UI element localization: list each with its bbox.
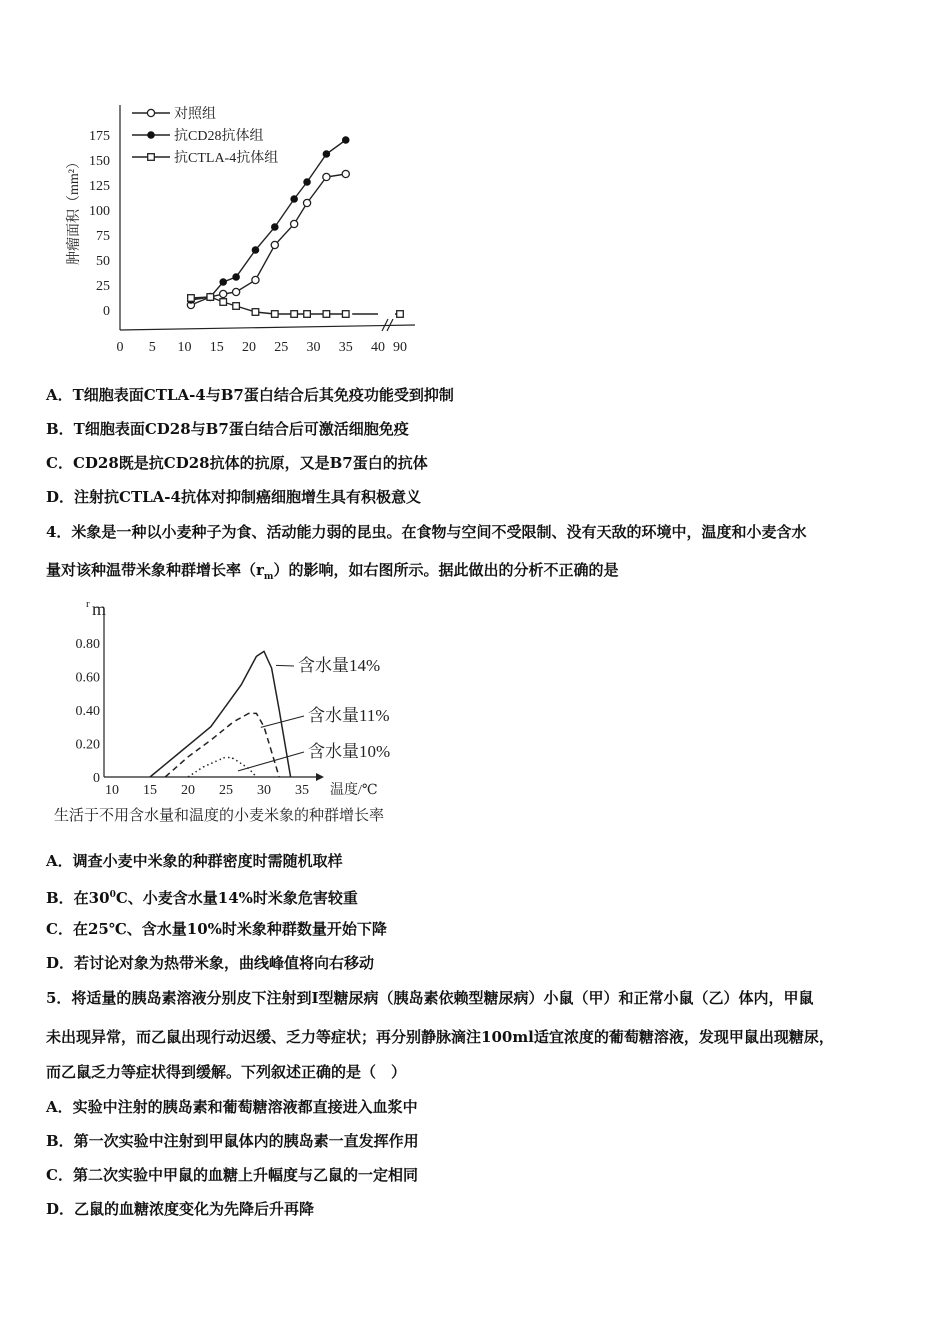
tumor-area-chart bbox=[60, 95, 430, 360]
growth-chart-series bbox=[150, 651, 291, 777]
tumor-xtick-label: 25 bbox=[274, 340, 289, 355]
growth-ytick-label: 0.40 bbox=[75, 704, 100, 719]
q5-option-a: A．实验中注射的胰岛素和葡萄糖溶液都直接进入血浆中 bbox=[46, 1098, 418, 1116]
tumor-ytick-label: 100 bbox=[89, 204, 110, 219]
growth-xtick-label: 15 bbox=[143, 783, 157, 798]
growth-ylabel-m: m bbox=[92, 599, 107, 619]
data-point bbox=[272, 311, 279, 318]
growth-rate-chart bbox=[46, 595, 466, 835]
tumor-ytick-label: 75 bbox=[96, 229, 110, 244]
q5-stem-line2: 未出现异常，而乙鼠出现行动迟缓、乏力等症状；再分别静脉滴注100ml适宜浓度的葡萄糖溶液，发现甲鼠出现糖尿， bbox=[46, 1028, 834, 1046]
growth-ytick-label: 0.80 bbox=[75, 637, 100, 652]
tumor-xtick-label: 20 bbox=[242, 340, 256, 355]
q4-stem-line1: 4．米象是一种以小麦种子为食、活动能力弱的昆虫。在食物与空间不受限制、没有天敌的环境中，温度和小麦含水 bbox=[46, 523, 807, 541]
growth-xtick-label: 30 bbox=[257, 783, 271, 798]
tumor-chart-legend bbox=[132, 106, 278, 166]
tumor-xtick-label: 40 bbox=[371, 340, 385, 355]
data-point bbox=[220, 290, 227, 297]
data-point bbox=[323, 173, 330, 180]
data-point bbox=[147, 131, 155, 139]
q4-option-a: A．调查小麦中米象的种群密度时需随机取样 bbox=[46, 852, 343, 870]
data-point bbox=[271, 223, 279, 231]
series-line bbox=[191, 174, 346, 305]
growth-xtick-label: 20 bbox=[181, 783, 195, 798]
q4-option-b: B．在$30^0C$、小麦含水量14%时米象危害较重 bbox=[46, 889, 358, 907]
data-point bbox=[252, 309, 259, 316]
data-point bbox=[303, 199, 310, 206]
growth-series-label: 含水量10% bbox=[308, 742, 391, 761]
data-point bbox=[252, 246, 260, 254]
growth-chart-series-labels bbox=[238, 656, 390, 771]
tumor-xtick-label: 10 bbox=[177, 340, 192, 355]
q4-stem-line2: 量对该种温带米象种群增长率$(r_m)$的影响，如右图所示。据此做出的分析不正确的是 bbox=[46, 561, 619, 582]
q4-option-c: C．在25℃、含水量10%时米象种群数量开始下降 bbox=[46, 920, 387, 938]
q5-option-d: D．乙鼠的血糖浓度变化为先降后升再降 bbox=[46, 1200, 315, 1218]
growth-chart-yticks bbox=[76, 637, 101, 786]
tumor-chart-axes bbox=[120, 105, 415, 330]
growth-curve-dotted bbox=[188, 757, 256, 777]
data-point bbox=[342, 170, 349, 177]
growth-ytick-label: 0.60 bbox=[75, 670, 100, 686]
label-leader-line bbox=[238, 752, 304, 771]
growth-xtick-label: 10 bbox=[105, 783, 119, 798]
tumor-xtick-label: 15 bbox=[209, 340, 224, 355]
tumor-ytick-label: 25 bbox=[96, 279, 110, 294]
series-open-square bbox=[188, 294, 404, 318]
legend-label: 对照组 bbox=[174, 107, 216, 122]
data-point bbox=[397, 311, 404, 318]
q5-option-b: B．第一次实验中注射到甲鼠体内的胰岛素一直发挥作用 bbox=[46, 1132, 419, 1150]
data-point bbox=[207, 294, 214, 301]
data-point bbox=[342, 136, 350, 144]
q5-stem-line1: 5．将适量的胰岛素溶液分别皮下注射到I型糖尿病（胰岛素依赖型糖尿病）小鼠（甲）和正常小鼠（乙）体内，甲鼠 bbox=[46, 989, 814, 1007]
tumor-ylabel: 肿瘤面积（mm²） bbox=[67, 155, 82, 265]
series-open-circle bbox=[187, 170, 349, 308]
growth-xtick-label: 25 bbox=[219, 783, 233, 798]
q4-option-d: D．若讨论对象为热带米象，曲线峰值将向右移动 bbox=[46, 954, 375, 972]
growth-ytick-label: 0.20 bbox=[75, 737, 100, 753]
data-point bbox=[303, 178, 311, 186]
growth-ytick-label: 0 bbox=[93, 771, 100, 786]
growth-curve-solid bbox=[150, 651, 291, 777]
growth-series-label: 含水量14% bbox=[298, 656, 381, 675]
q5-stem-line3: 而乙鼠乏力等症状得到缓解。下列叙述正确的是（ ） bbox=[46, 1063, 407, 1081]
data-point bbox=[219, 278, 227, 286]
tumor-ytick-label: 175 bbox=[89, 129, 110, 144]
label-leader-line bbox=[276, 665, 294, 666]
legend-label: 抗CTLA-4抗体组 bbox=[174, 151, 279, 166]
tumor-xtick-label: 35 bbox=[338, 340, 353, 355]
q3-option-c: C．CD28既是抗CD28抗体的抗原，又是B7蛋白的抗体 bbox=[46, 454, 428, 472]
tumor-ytick-label: 50 bbox=[96, 254, 110, 269]
tumor-chart-yticks bbox=[89, 129, 110, 319]
q3-option-b: B．T细胞表面CD28与B7蛋白结合后可激活细胞免疫 bbox=[46, 420, 409, 438]
data-point bbox=[232, 273, 240, 281]
growth-xlabel: 温度/℃ bbox=[330, 783, 378, 798]
q3-option-a: A．T细胞表面CTLA-4与B7蛋白结合后其免疫功能受到抑制 bbox=[46, 386, 454, 404]
tumor-chart-xticks bbox=[117, 319, 408, 355]
data-point bbox=[291, 220, 298, 227]
q3-option-d: D．注射抗CTLA-4抗体对抑制癌细胞增生具有积极意义 bbox=[46, 488, 421, 506]
tumor-ytick-label: 125 bbox=[89, 179, 110, 194]
data-point bbox=[220, 299, 227, 306]
growth-chart-caption: 生活于不用含水量和温度的小麦米象的种群增长率 bbox=[54, 808, 385, 824]
tumor-xtick-label: 5 bbox=[148, 340, 156, 355]
data-point bbox=[342, 311, 349, 318]
data-point bbox=[147, 109, 154, 116]
data-point bbox=[304, 311, 311, 318]
growth-chart-ylabel bbox=[86, 598, 106, 619]
legend-label: 抗CD28抗体组 bbox=[174, 129, 264, 144]
tumor-ytick-label: 0 bbox=[103, 304, 110, 319]
data-point bbox=[323, 150, 331, 158]
data-point bbox=[290, 195, 298, 203]
tumor-chart-ylabel bbox=[66, 155, 82, 265]
data-point bbox=[291, 311, 298, 318]
data-point bbox=[148, 154, 155, 161]
tumor-xtick-label: 90 bbox=[393, 340, 407, 355]
q5-option-c: C．第二次实验中甲鼠的血糖上升幅度与乙鼠的一定相同 bbox=[46, 1166, 418, 1184]
growth-xtick-label: 35 bbox=[295, 783, 309, 798]
data-point bbox=[271, 241, 278, 248]
tumor-xtick-label: 0 bbox=[116, 340, 124, 355]
growth-ylabel-r: r bbox=[86, 598, 90, 610]
data-point bbox=[233, 288, 240, 295]
growth-series-label: 含水量11% bbox=[308, 706, 390, 725]
data-point bbox=[233, 303, 240, 310]
data-point bbox=[188, 295, 195, 302]
data-point bbox=[323, 311, 330, 318]
data-point bbox=[252, 276, 259, 283]
tumor-xtick-label: 30 bbox=[306, 340, 321, 355]
growth-chart-xticks bbox=[105, 781, 378, 798]
growth-curve-dashed bbox=[165, 713, 279, 777]
tumor-ytick-label: 150 bbox=[89, 154, 110, 169]
